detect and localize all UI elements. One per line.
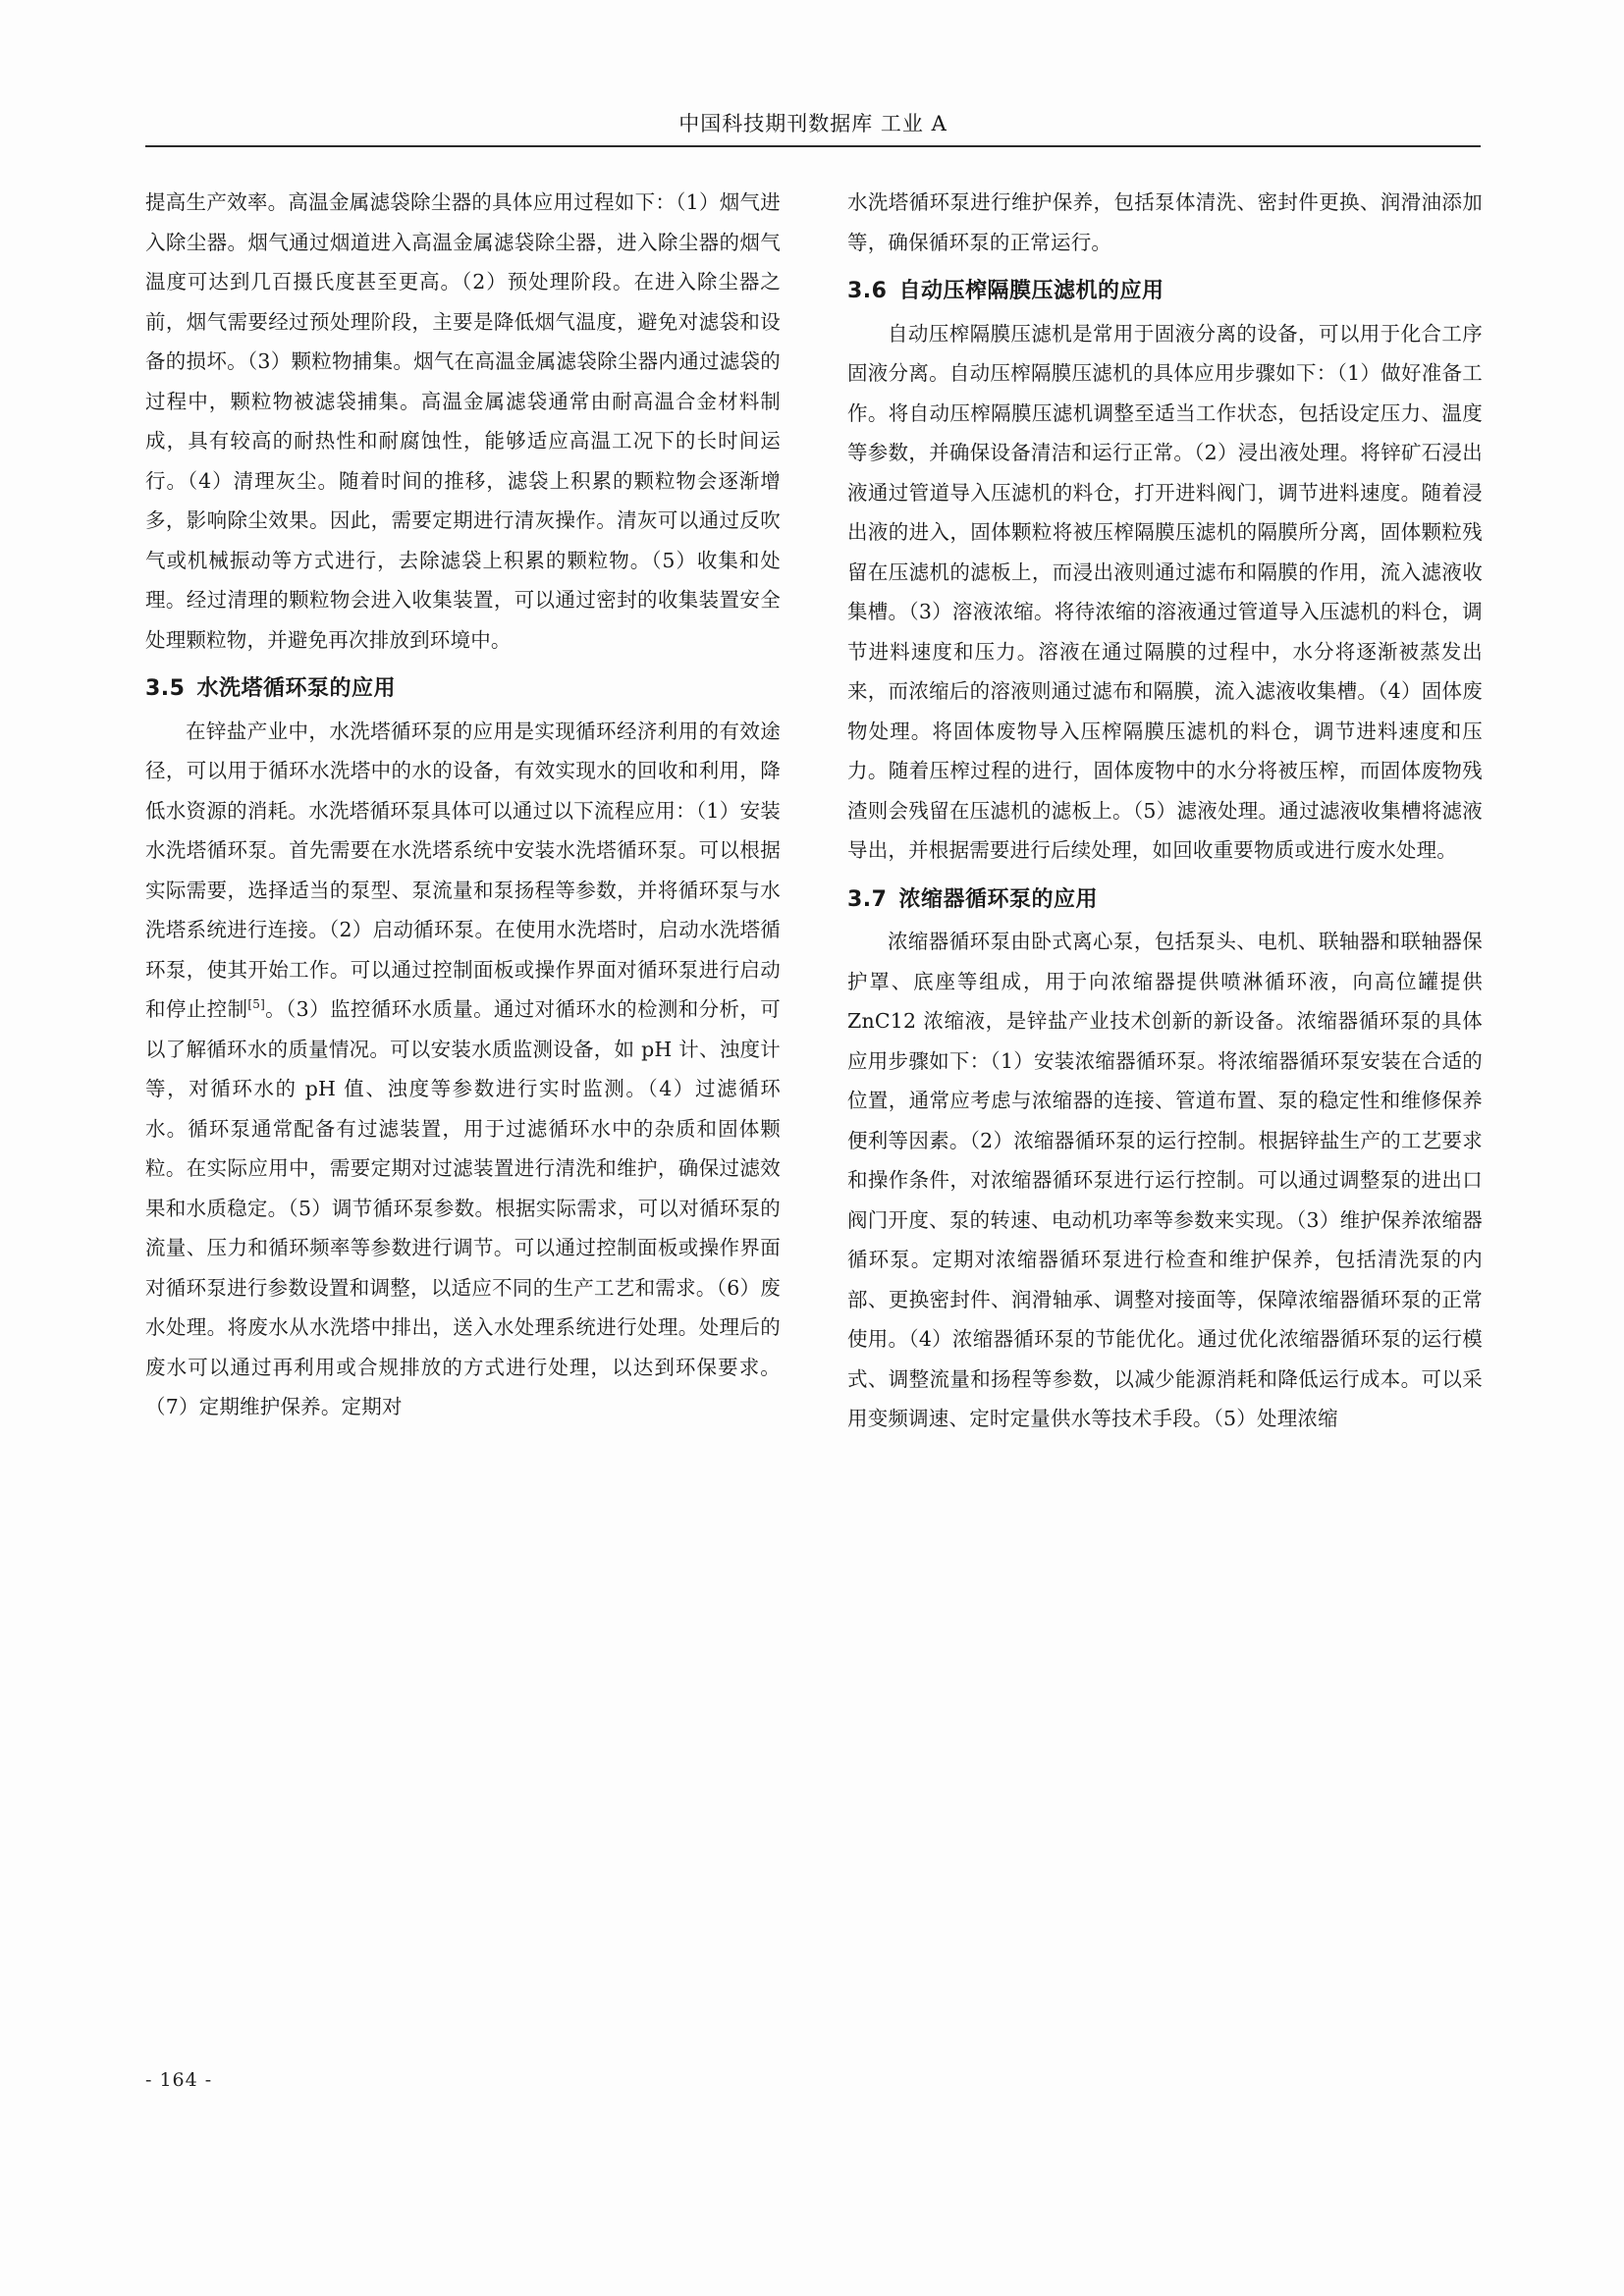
page-header: 中国科技期刊数据库 工业 A [678, 112, 947, 135]
two-column-body [145, 183, 1483, 1439]
paragraph-right-3: 浓缩器循环泵由卧式离心泵，包括泵头、电机、联轴器和联轴器保护罩、底座等组成，用于向浓缩器提供喷淋循环液，向高位罐提供 ZnC12 浓缩液，是锌盐产业技术创新的新设备。浓缩器循环泵的具体应用步骤如下：（1）安装浓缩器循环泵。将浓缩器循环泵安装在合适的位置，通常应考虑与浓缩器的连接、管道布置、泵的稳定性和维修保养便利等因素。（2）浓缩器循环泵的运行控制。根据锌盐生产的工艺要求和操作条件，对浓缩器循环泵进行运行控制。可以通过调整泵的进出口阀门开度、泵的转速、电动机功率等参数来实现。（3）维护保养浓缩器循环泵。定期对浓缩器循环泵进行检查和维护保养，包括清洗泵的内部、更换密封件、润滑轴承、调整对接面等，保障浓缩器循环泵的正常使用。（4）浓缩器循环泵的节能优化。通过优化浓缩器循环泵的运行模式、调整流量和扬程等参数，以减少能源消耗和降低运行成本。可以采用变频调速、定时定量供水等技术手段。（5）处理浓缩 [847, 930, 1483, 1430]
section-heading-3-6 [847, 272, 1483, 312]
section-heading-3-5 [145, 669, 781, 710]
paragraph-right-1: 水洗塔循环泵进行维护保养，包括泵体清洗、密封件更换、润滑油添加等，确保循环泵的正常运行。 [847, 190, 1483, 254]
section-heading-3-7 [847, 881, 1483, 921]
paragraph-left-2-part2: 。（3）监控循环水质量。通过对循环水的检测和分析，可以了解循环水的质量情况。可以安装水质监测设备，如 pH 计、浊度计等，对循环水的 pH 值、浊度等参数进行实时监测。（4）过滤循环水。循环泵通常配备有过滤装置，用于过滤循环水中的杂质和固体颗粒。在实际应用中，需要定期对过滤装置进行清洗和维护，确保过滤效果和水质稳定。（5）调节循环泵参数。根据实际需求，可以对循环泵的流量、压力和循环频率等参数进行调节。可以通过控制面板或操作界面对循环泵进行参数设置和调整，以适应不同的生产工艺和需求。（6）废水处理。将废水从水洗塔中排出，送入水处理系统进行处理。处理后的废水可以通过再利用或合规排放的方式进行处理，以达到环保要求。（7）定期维护保养。定期对 [145, 997, 781, 1418]
page-number: - 164 - [145, 2069, 213, 2091]
section-number-3-5: 3.5 [145, 676, 186, 701]
section-number-3-7: 3.7 [847, 886, 888, 912]
left-column [145, 183, 781, 1439]
citation-marker: [5] [247, 997, 265, 1012]
paragraph-left-1: 提高生产效率。高温金属滤袋除尘器的具体应用过程如下：（1）烟气进入除尘器。烟气通过烟道进入高温金属滤袋除尘器，进入除尘器的烟气温度可达到几百摄氏度甚至更高。（2）预处理阶段。在进入除尘器之前，烟气需要经过预处理阶段，主要是降低烟气温度，避免对滤袋和设备的损坏。（3）颗粒物捕集。烟气在高温金属滤袋除尘器内通过滤袋的过程中，颗粒物被滤袋捕集。高温金属滤袋通常由耐高温合金材料制成，具有较高的耐热性和耐腐蚀性，能够适应高温工况下的长时间运行。（4）清理灰尘。随着时间的推移，滤袋上积累的颗粒物会逐渐增多，影响除尘效果。因此，需要定期进行清灰操作。清灰可以通过反吹气或机械振动等方式进行，去除滤袋上积累的颗粒物。（5）收集和处理。经过清理的颗粒物会进入收集装置，可以通过密封的收集装置安全处理颗粒物，并避免再次排放到环境中。 [145, 190, 781, 652]
right-column [847, 183, 1483, 1439]
header-divider [145, 145, 1481, 147]
section-number-3-6: 3.6 [847, 279, 888, 303]
section-title-3-7: 浓缩器循环泵的应用 [898, 886, 1098, 912]
paragraph-right-2: 自动压榨隔膜压滤机是常用于固液分离的设备，可以用于化合工序固液分离。自动压榨隔膜压滤机的具体应用步骤如下：（1）做好准备工作。将自动压榨隔膜压滤机调整至适当工作状态，包括设定压力、温度等参数，并确保设备清洁和运行正常。（2）浸出液处理。将锌矿石浸出液通过管道导入压滤机的料仓，打开进料阀门，调节进料速度。随着浸出液的进入，固体颗粒将被压榨隔膜压滤机的隔膜所分离，固体颗粒残留在压滤机的滤板上，而浸出液则通过滤布和隔膜的作用，流入滤液收集槽。（3）溶液浓缩。将待浓缩的溶液通过管道导入压滤机的料仓，调节进料速度和压力。溶液在通过隔膜的过程中，水分将逐渐被蒸发出来，而浓缩后的溶液则通过滤布和隔膜，流入滤液收集槽。（4）固体废物处理。将固体废物导入压榨隔膜压滤机的料仓，调节进料速度和压力。随着压榨过程的进行，固体废物中的水分将被压榨，而固体废物残渣则会残留在压滤机的滤板上。（5）滤液处理。通过滤液收集槽将滤液导出，并根据需要进行后续处理，如回收重要物质或进行废水处理。 [847, 321, 1483, 862]
paragraph-left-2-part1: 在锌盐产业中，水洗塔循环泵的应用是实现循环经济利用的有效途径，可以用于循环水洗塔中的水的设备，有效实现水的回收和利用，降低水资源的消耗。水洗塔循环泵具体可以通过以下流程应用：（1）安装水洗塔循环泵。首先需要在水洗塔系统中安装水洗塔循环泵。可以根据实际需要，选择适当的泵型、泵流量和泵扬程等参数，并将循环泵与水洗塔系统进行连接。（2）启动循环泵。在使用水洗塔时，启动水洗塔循环泵，使其开始工作。可以通过控制面板或操作界面对循环泵进行启动和停止控制 [145, 719, 781, 1021]
paragraph-left-2 [145, 712, 781, 1427]
section-title-3-5: 水洗塔循环泵的应用 [196, 676, 396, 701]
section-title-3-6: 自动压榨隔膜压滤机的应用 [898, 279, 1164, 303]
